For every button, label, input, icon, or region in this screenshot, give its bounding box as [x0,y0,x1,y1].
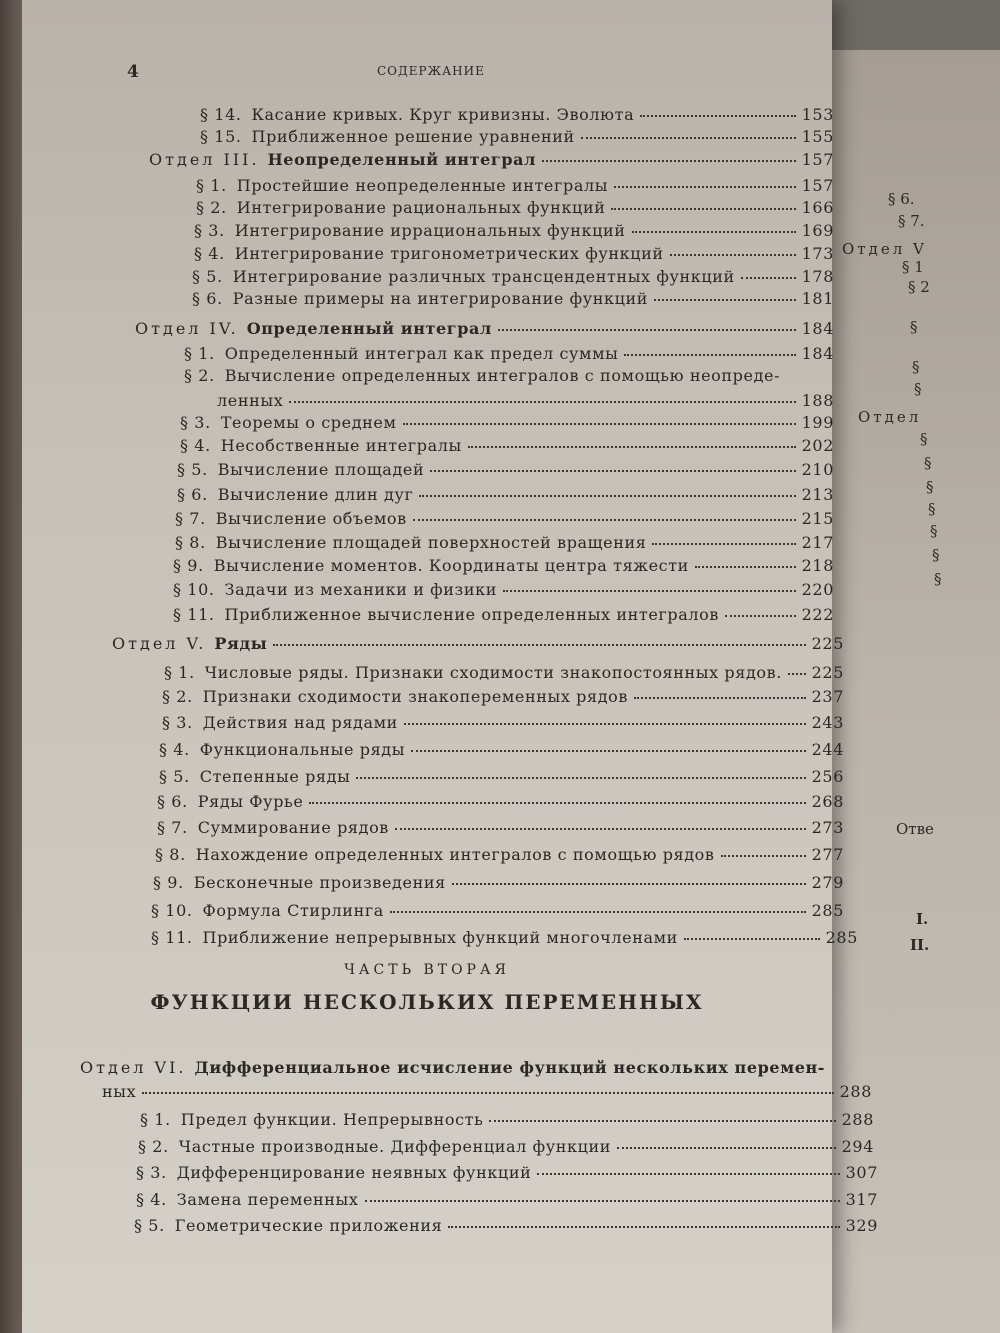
dot-leader [309,801,805,804]
page-ref: 217 [801,533,834,552]
section-number: § 5. [159,767,190,786]
running-title: СОДЕРЖАНИЕ [377,64,485,78]
section-number: § 3. [136,1163,167,1182]
section-number: § 5. [177,460,208,479]
facing-page-text: § [930,522,938,540]
dot-leader [390,910,806,913]
dot-leader [640,114,795,117]
page-ref: 184 [801,319,834,338]
dot-leader [695,565,796,568]
section-title: Разные примеры на интегрирование функций [232,289,649,308]
dot-leader [617,1146,836,1149]
section-title: Определенный интеграл как предел суммы [224,344,619,363]
section-number: § 10. [151,901,193,920]
dot-leader [430,469,795,472]
section-entry [177,460,834,479]
page-ref: 157 [801,176,834,195]
page-ref: 220 [801,580,834,599]
page-ref: 256 [811,767,844,786]
section-number: § 15. [200,127,242,146]
page-number: 4 [127,62,139,82]
section-title: Формула Стирлинга [202,901,384,920]
section-entry [200,127,834,146]
part-two-label: ЧАСТЬ ВТОРАЯ [344,962,510,978]
page-ref: 155 [801,127,834,146]
section-number: § 7. [157,818,188,837]
section-title: Вычисление моментов. Координаты центра тяжести [213,556,689,575]
section-entry [180,436,834,455]
facing-page-text: Отдел V [842,240,927,258]
page-ref: 317 [845,1190,878,1209]
page-ref: 222 [801,605,834,624]
page-ref: 218 [801,556,834,575]
section-title: Приближенное вычисление определенных интегралов [224,605,719,624]
page-ref: 285 [825,928,858,947]
section-number: § 11. [151,928,193,947]
dot-leader [452,882,806,885]
part-title: Неопределенный интеграл [267,150,536,169]
part-entry [135,319,834,338]
page-ref: 277 [811,845,844,864]
section-title: Приближенное решение уравнений [251,127,575,146]
part-title: Ряды [214,634,268,653]
dot-leader [721,854,806,857]
part-title: Определенный интеграл [246,319,492,338]
section-entry [151,928,858,947]
dot-leader [634,696,806,699]
section-number: § 1. [196,176,227,195]
facing-page-text: § [928,500,936,518]
dot-leader [498,328,796,331]
section-title: Частные производные. Дифференциал функции [178,1137,612,1156]
section-number: § 7. [175,509,206,528]
page-ref: 237 [811,687,844,706]
dot-leader [652,542,795,545]
section-number: § 2. [184,366,215,385]
part-label: Отдел V. [112,634,207,653]
section-entry [164,663,844,682]
page-ref: 184 [801,344,834,363]
section-title: Задачи из механики и физики [224,580,497,599]
page-ref: 202 [801,436,834,455]
section-entry [217,391,834,410]
dot-leader [404,722,806,725]
dot-leader [614,185,796,188]
section-number: § 6. [157,792,188,811]
section-entry [155,845,844,864]
dot-leader [632,230,796,233]
section-number: § 11. [173,605,215,624]
section-number: § 4. [194,244,225,263]
section-number: § 2. [196,198,227,217]
section-number: § 14. [200,105,242,124]
facing-page-text: § [910,318,918,336]
facing-page-text: § [926,478,934,496]
section-title: Касание кривых. Круг кривизны. Эволюта [251,105,635,124]
page-ref: 210 [801,460,834,479]
dot-leader [142,1091,833,1094]
page-ref: 166 [801,198,834,217]
dot-leader [542,159,796,162]
section-title: Функциональные ряды [199,740,406,759]
facing-page-text: Отдел [858,408,922,426]
facing-page-text: § [924,454,932,472]
page-ref: 199 [801,413,834,432]
section-title: Суммирование рядов [197,818,389,837]
dot-leader [403,422,796,425]
dot-leader [411,749,806,752]
section-entry [184,366,834,385]
section-entry [134,1216,878,1235]
section-title: Вычисление определенных интегралов с помощью неопреде- [224,366,781,385]
section-number: § 10. [173,580,215,599]
page-ref: 285 [811,901,844,920]
section-entry [184,344,834,363]
section-title: Действия над рядами [202,713,398,732]
dot-leader [489,1119,835,1122]
section-entry [175,533,834,552]
section-entry [136,1163,878,1182]
dot-leader [273,643,805,646]
dot-leader [684,937,820,940]
facing-page-text: I. [916,910,929,928]
section-entry [196,176,834,195]
section-title: Несобственные интегралы [220,436,462,455]
section-entry [175,509,834,528]
dot-leader [537,1172,839,1175]
section-entry [194,244,834,263]
dot-leader [670,253,796,256]
page-ref: 288 [839,1082,872,1101]
section-entry [196,198,834,217]
section-entry [200,105,834,124]
dot-leader [611,207,795,210]
dot-leader [725,614,796,617]
page-ref: 225 [811,634,844,653]
section-number: § 4. [136,1190,167,1209]
section-entry [157,792,844,811]
section-entry [157,818,844,837]
page-ref: 181 [801,289,834,308]
section-title: Вычисление площадей [217,460,425,479]
section-entry [194,221,834,240]
section-title: Геометрические приложения [174,1216,443,1235]
page-ref: 288 [841,1110,874,1129]
section-number: § 6. [177,485,208,504]
section-title: Интегрирование иррациональных функций [234,221,626,240]
section-title: Замена переменных [176,1190,359,1209]
page-ref: 268 [811,792,844,811]
page-ref: 243 [811,713,844,732]
dot-leader [448,1225,839,1228]
page-ref: 157 [801,150,834,169]
facing-page-text: § [934,570,942,588]
part-two-title: ФУНКЦИИ НЕСКОЛЬКИХ ПЕРЕМЕННЫХ [150,990,704,1014]
part-entry [112,634,844,653]
section-entry [162,713,844,732]
page-ref: 213 [801,485,834,504]
section-number: § 9. [153,873,184,892]
facing-page-text: § [912,358,920,376]
section-number: § 4. [159,740,190,759]
section-title: Признаки сходимости знакопеременных рядов [202,687,628,706]
section-title: Вычисление площадей поверхностей вращения [215,533,647,552]
section-title: Вычисление длин дуг [217,485,414,504]
section-entry [151,901,844,920]
section-entry [140,1110,874,1129]
page-ref: 215 [801,509,834,528]
dot-leader [468,445,796,448]
part-title: Дифференциальное исчисление функций нескольких перемен- [194,1058,826,1077]
page-ref: 294 [841,1137,874,1156]
dot-leader [356,776,805,779]
dot-leader [503,589,796,592]
section-title: Теоремы о среднем [220,413,397,432]
section-number: § 1. [184,344,215,363]
section-entry [159,740,844,759]
section-entry [173,556,834,575]
section-number: § 3. [194,221,225,240]
section-title: Интегрирование рациональных функций [236,198,606,217]
facing-page-text: § [914,380,922,398]
section-number: § 1. [164,663,195,682]
dot-leader [624,353,795,356]
page-ref: 244 [811,740,844,759]
section-number: § 6. [192,289,223,308]
page-ref: 307 [845,1163,878,1182]
title-continuation: ленных [217,391,284,410]
section-entry [192,289,834,308]
section-title: Интегрирование тригонометрических функций [234,244,664,263]
section-title: Бесконечные произведения [193,873,446,892]
dot-leader [289,400,795,403]
facing-page-text: § 6. [888,190,915,208]
dot-leader [413,518,796,521]
toc-page [22,0,878,1333]
dot-leader [788,672,806,675]
section-number: § 2. [138,1137,169,1156]
section-title: Интегрирование различных трансцендентных функций [232,267,735,286]
part-label: Отдел III. [149,150,260,169]
facing-page-text: § 2 [908,278,930,296]
section-entry [173,605,834,624]
section-entry [177,485,834,504]
facing-page-text: § [920,430,928,448]
part-entry [149,150,834,169]
facing-page-text: § 1 [902,258,924,276]
page-ref: 329 [845,1216,878,1235]
section-number: § 1. [140,1110,171,1129]
section-title: Ряды Фурье [197,792,304,811]
page-ref: 169 [801,221,834,240]
facing-page-text: II. [910,936,930,954]
section-title: Дифференцирование неявных функций [176,1163,532,1182]
page-ref: 153 [801,105,834,124]
page-ref: 279 [811,873,844,892]
page-ref: 225 [811,663,844,682]
section-title: Простейшие неопределенные интегралы [236,176,609,195]
section-number: § 8. [175,533,206,552]
section-number: § 3. [180,413,211,432]
section-number: § 3. [162,713,193,732]
part-label: Отдел VI. [80,1058,187,1077]
section-title: Нахождение определенных интегралов с помощью рядов [195,845,715,864]
section-number: § 4. [180,436,211,455]
part-entry [80,1058,860,1077]
section-title: Вычисление объемов [215,509,407,528]
section-entry [192,267,834,286]
facing-page-text: § 7. [898,212,925,230]
dot-leader [654,298,796,301]
page-ref: 188 [801,391,834,410]
part-entry [102,1082,872,1101]
section-title: Числовые ряды. Признаки сходимости знакопостоянных рядов. [204,663,782,682]
dot-leader [365,1199,840,1202]
section-number: § 5. [192,267,223,286]
page-ref: 273 [811,818,844,837]
section-number: § 8. [155,845,186,864]
section-entry [162,687,844,706]
dot-leader [581,136,796,139]
section-title: Степенные ряды [199,767,351,786]
section-entry [173,580,834,599]
dot-leader [419,494,795,497]
section-entry [159,767,844,786]
section-title: Предел функции. Непрерывность [180,1110,484,1129]
section-title: Приближение непрерывных функций многочленами [202,928,678,947]
section-number: § 5. [134,1216,165,1235]
title-continuation: ных [102,1082,137,1101]
section-number: § 2. [162,687,193,706]
section-entry [180,413,834,432]
section-entry [136,1190,878,1209]
part-label: Отдел IV. [135,319,239,338]
facing-page-text: Отве [896,820,934,838]
page-ref: 173 [801,244,834,263]
section-entry [153,873,844,892]
facing-page-text: § [932,546,940,564]
dot-leader [395,827,806,830]
dot-leader [741,276,796,279]
page-ref: 178 [801,267,834,286]
section-entry [138,1137,874,1156]
table-of-contents [22,0,878,1333]
section-number: § 9. [173,556,204,575]
